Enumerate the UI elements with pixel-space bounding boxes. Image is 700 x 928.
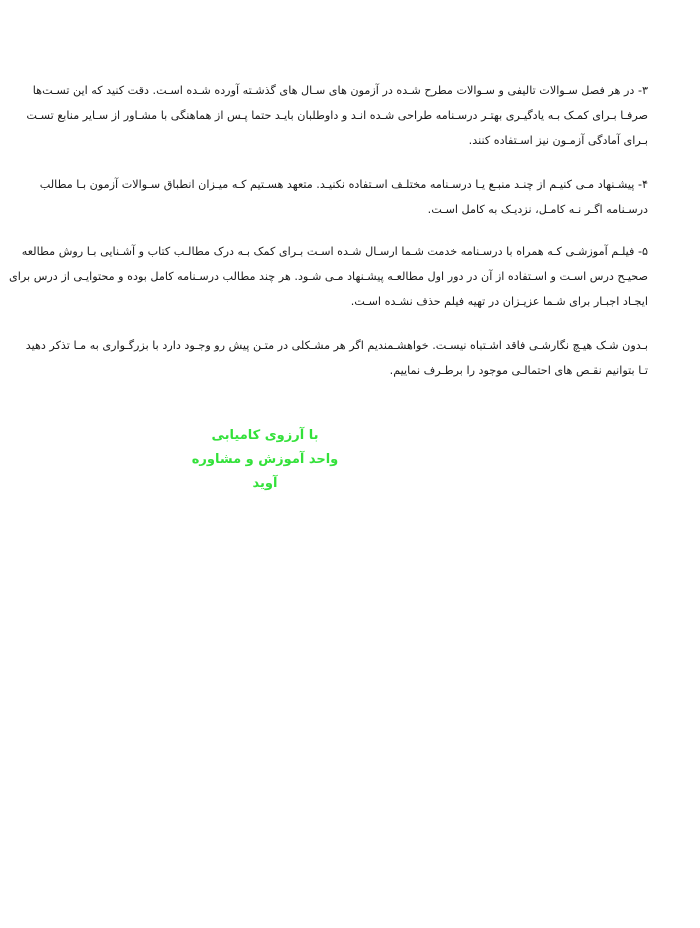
paragraph-line: ایجـاد اجبـار برای شـما عزیـزان در تهیه فیلم حذف نشـده اسـت.: [350, 295, 648, 308]
paragraph-errata-note: [25, 333, 648, 383]
paragraph-line: صرفـا بـرای کمـک بـه یادگیـری بهتـر درسـنامه طراحی شـده انـد و داوطلبان بایـد حتما پـس از هماهنگی با مشـاور از سـایر منابع تسـت: [26, 109, 648, 122]
closing-wish: با آرزوی کامیابی: [211, 428, 319, 443]
paragraph-3: [26, 78, 648, 153]
paragraph-line: بـدون شـک هیـچ نگارشـی فاقد اشـتباه نیسـت. خواهشـمندیم اگر هر مشـکلی در متـن پیش رو وجـود دارد با بزرگـواری به مـا تذکر دهید: [25, 339, 648, 352]
paragraph-line: ۵- فیلـم آموزشـی کـه همراه با درسـنامه خدمت شـما ارسـال شـده اسـت بـرای کمک بـه درک مطالـب کتاب و آشـنایی بـا روش مطالعه: [21, 245, 648, 258]
paragraph-line: ۳- در هر فصل سـوالات تالیفی و سـوالات مطرح شـده در آزمون های سـال های گذشـته آورده شـده اسـت. دقت کنید که این تسـت‌ها: [32, 84, 648, 97]
paragraph-line: بـرای آمادگی آزمـون نیز اسـتفاده کنند.: [468, 134, 648, 147]
closing-signature: [180, 424, 350, 496]
paragraph-line: تـا بتوانیم نقـص های احتمالـی موجود را برطـرف نماییم.: [389, 364, 648, 377]
paragraph-4: [39, 172, 648, 222]
paragraph-5: [9, 239, 648, 314]
closing-organization: واحد آموزش و مشاوره آوید: [191, 452, 339, 491]
paragraph-line: ۴- پیشـنهاد مـی کنیـم از چنـد منبـع یـا درسـنامه مختلـف اسـتفاده نکنیـد. متعهد هسـتیم کـه میـزان انطباق سـوالات آزمون بـا مطالب: [39, 178, 648, 191]
paragraph-line: درسـنامه اگـر نـه کامـل، نزدیـک به کامل اسـت.: [427, 203, 648, 216]
paragraph-line: صحیـح درس اسـت و اسـتفاده از آن در دور اول مطالعـه پیشـنهاد مـی شـود. هر چند مطالب درسـنامه کامل بوده و محتوایـی از درس برای: [9, 270, 648, 283]
